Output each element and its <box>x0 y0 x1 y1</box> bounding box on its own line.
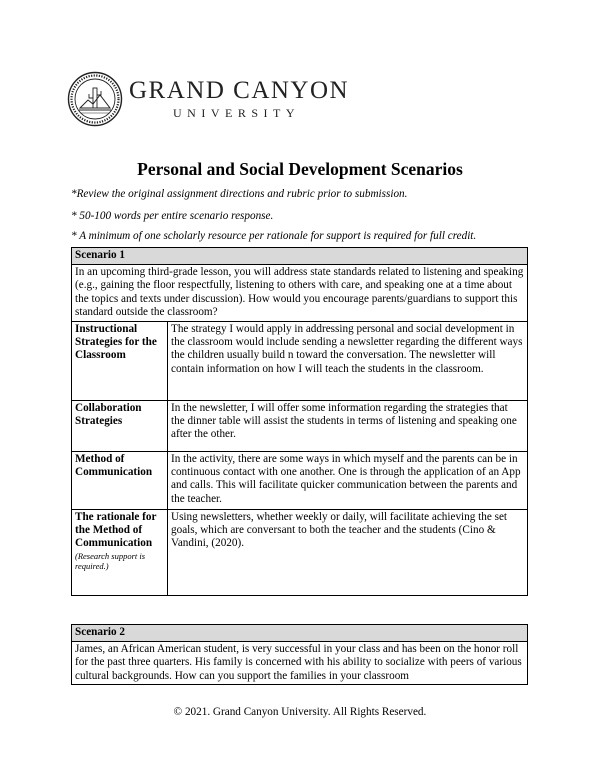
row-text-collaboration-strategies: In the newsletter, I will offer some information regarding the strategies that the dinner table will assist the students in terms of listening and speaking one after the other. <box>168 400 528 451</box>
gcu-logo <box>67 71 349 127</box>
university-seal-icon <box>67 71 123 127</box>
logo-name: GRAND CANYON <box>129 76 350 104</box>
copyright-footer: © 2021. Grand Canyon University. All Rights Reserved. <box>173 706 427 718</box>
scenario-1-prompt: In an upcoming third-grade lesson, you will address state standards related to listening and speaking (e.g., gaining the floor respectfully, listening to others with care, and speaking one at a time about the topics and texts under discussion). How would you encourage parents/guardians to support this standard outside the classroom? <box>72 265 528 322</box>
row-label-method-of-communication: Method of Communication <box>72 451 168 509</box>
scenario-2-header: Scenario 2 <box>72 625 528 642</box>
note-review: *Review the original assignment directions and rubric prior to submission. <box>71 188 408 200</box>
row-label-rationale <box>72 509 168 595</box>
row-label-collaboration-strategies: Collaboration Strategies <box>72 400 168 451</box>
rationale-label-text: The rationale for the Method of Communication <box>75 510 157 550</box>
row-text-instructional-strategies: The strategy I would apply in addressing personal and social development in the classroom would include sending a newsletter regarding the different ways the children usually build n toward the conversation. The newsletter will contain information on how I will teach the students in the classroom. <box>168 321 528 400</box>
logo-wordmark <box>129 78 349 121</box>
scenario-2-prompt: James, an African American student, is very successful in your class and has been on the honor roll for the past three quarters. His family is concerned with his ability to socialize with peers of various cultural backgrounds. How can you support the families in your classroom <box>72 642 528 685</box>
page-title: Personal and Social Development Scenarios <box>137 159 463 179</box>
row-text-method-of-communication: In the activity, there are some ways in which myself and the parents can be in continuous contact with one another. One is through the application of an App and calls. This will facilitate quicker communication between the parents and the teacher. <box>168 451 528 509</box>
logo-subtitle: UNIVERSITY <box>173 105 300 120</box>
rationale-label-note: (Research support is required.) <box>75 550 146 571</box>
note-word-count: * 50-100 words per entire scenario response. <box>71 210 274 222</box>
scenario-1-table <box>71 247 528 596</box>
scenario-2-table <box>71 624 528 685</box>
row-text-rationale: Using newsletters, whether weekly or daily, will facilitate achieving the set goals, which are conversant to both the teacher and the students (Cino & Vandini, (2020). <box>168 509 528 595</box>
row-label-instructional-strategies: Instructional Strategies for the Classroom <box>72 321 168 400</box>
scenario-1-header: Scenario 1 <box>72 248 528 265</box>
note-scholarly-resource: * A minimum of one scholarly resource per rationale for support is required for full credit. <box>71 230 477 242</box>
